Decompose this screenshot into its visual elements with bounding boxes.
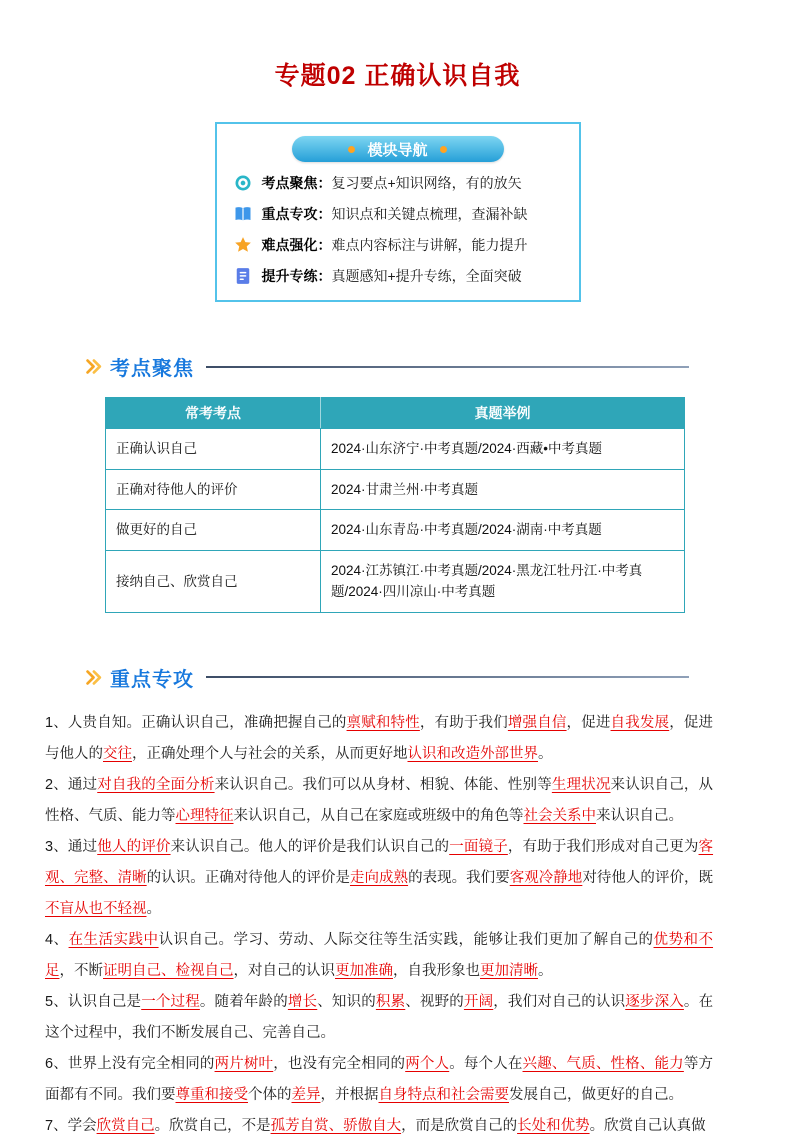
- highlighted-text: 增强自信: [507, 714, 567, 731]
- table-header-examples: 真题举例: [321, 398, 685, 429]
- highlighted-text: 两片树叶: [214, 1055, 274, 1072]
- highlighted-text: 社会关系中: [523, 807, 596, 824]
- text-segment: ，并根据: [320, 1086, 379, 1103]
- text-segment: 。随着年龄的: [199, 993, 288, 1010]
- text-segment: 2、通过: [45, 776, 98, 793]
- section-title-keypoints: 重点专攻: [110, 668, 194, 691]
- content-paragraphs: [45, 708, 713, 1142]
- highlighted-text: 逐步深入: [625, 993, 684, 1010]
- text-segment: 来认识自己。我们可以从身材、相貌、体能、性别等: [214, 776, 552, 793]
- module-nav-items: [233, 173, 563, 286]
- highlighted-text: 客观冷静地: [509, 869, 583, 886]
- highlighted-text: 交往: [103, 745, 132, 762]
- text-segment: ，正确处理个人与社会的关系，从而更好地: [132, 745, 408, 762]
- text-segment: ，有助于我们形成对自己更为: [507, 838, 699, 855]
- text-segment: 对待他人的评价，既: [582, 869, 714, 886]
- text-segment: 的认识。正确对待他人的评价是: [146, 869, 350, 886]
- nav-item-desc: 知识点和关键点梳理，查漏补缺: [331, 206, 528, 222]
- highlighted-text: 两个人: [405, 1055, 450, 1072]
- text-segment: 。每个人在: [449, 1055, 523, 1072]
- text-segment: 。在这个过程中，我们不断发展自己、完善自己。: [45, 993, 714, 1041]
- highlighted-text: 证明自己、检视自己: [103, 962, 234, 979]
- section-title-focus: 考点聚焦: [110, 358, 194, 380]
- text-segment: 5、认识自己是: [45, 993, 142, 1010]
- text-segment: ，而是欣赏自己的: [401, 1117, 518, 1134]
- document-icon: [233, 266, 253, 286]
- table-row: [106, 510, 685, 551]
- exam-example-cell: 2024·山东济宁·中考真题/2024·西藏•中考真题: [321, 429, 685, 470]
- text-segment: ，对自己的认识: [233, 962, 335, 979]
- content-paragraph-4: [45, 925, 713, 987]
- highlighted-text: 走向成熟: [349, 869, 409, 886]
- nav-item-1: [233, 173, 563, 193]
- table-header-exam-points: 常考考点: [106, 398, 321, 429]
- content-paragraph-1: [45, 708, 713, 770]
- highlighted-text: 优势和不足: [45, 931, 714, 979]
- text-segment: 等方面都有不同。我们要: [45, 1055, 714, 1103]
- content-paragraph-2: [45, 770, 713, 832]
- text-segment: 来认识自己，从性格、气质、能力等: [45, 776, 714, 824]
- double-chevron-icon: [84, 357, 103, 376]
- page-title: 专题02 正确认识自我: [274, 62, 521, 90]
- decor-dot-left-icon: [348, 146, 355, 153]
- exam-point-cell: 做更好的自己: [106, 510, 321, 551]
- section-header-focus: [84, 352, 689, 381]
- text-segment: 7、学会: [45, 1117, 97, 1134]
- highlighted-text: 自身特点和社会需要: [378, 1086, 509, 1103]
- star-icon: [233, 235, 253, 255]
- content-paragraph-7: [45, 1111, 713, 1142]
- exam-point-cell: 正确对待他人的评价: [106, 469, 321, 510]
- highlighted-text: 欣赏自己: [96, 1117, 155, 1134]
- highlighted-text: 客观、完整、清晰: [45, 838, 714, 886]
- text-segment: ，有助于我们: [419, 714, 508, 731]
- decor-dot-right-icon: [440, 146, 447, 153]
- highlighted-text: 长处和优势: [517, 1117, 590, 1134]
- text-segment: 。欣赏自己，不是: [154, 1117, 271, 1134]
- text-segment: 发展自己，做更好的自己。: [509, 1086, 683, 1103]
- target-icon: [233, 173, 253, 193]
- highlighted-text: 禀赋和特性: [346, 714, 420, 731]
- highlighted-text: 更加清晰: [480, 962, 538, 979]
- nav-item-3: [233, 235, 563, 255]
- text-segment: ，不断: [59, 962, 103, 979]
- exam-example-cell: 2024·甘肃兰州·中考真题: [321, 469, 685, 510]
- section-header-keypoints: [84, 663, 689, 692]
- nav-item-desc: 复习要点+知识网络，有的放矢: [331, 175, 522, 191]
- nav-item-label: 重点专攻：: [261, 206, 332, 222]
- highlighted-text: 更加准确: [335, 962, 393, 979]
- highlighted-text: 认识和改造外部世界: [407, 745, 538, 762]
- text-segment: 来认识自己，从自己在家庭或班级中的角色等: [233, 807, 524, 824]
- exam-example-cell: 2024·江苏镇江·中考真题/2024·黑龙江牡丹江·中考真题/2024·四川凉山·中考真题: [321, 550, 685, 612]
- table-row: [106, 469, 685, 510]
- nav-item-2: [233, 204, 563, 224]
- text-segment: 来认识自己。他人的评价是我们认识自己的: [170, 838, 450, 855]
- nav-item-label: 难点强化：: [261, 237, 332, 253]
- text-segment: 。: [538, 745, 553, 762]
- highlighted-text: 他人的评价: [97, 838, 171, 855]
- highlighted-text: 生理状况: [551, 776, 611, 793]
- text-segment: 、视野的: [405, 993, 464, 1010]
- exam-point-cell: 正确认识自己: [106, 429, 321, 470]
- nav-item-label: 考点聚焦：: [261, 175, 332, 191]
- highlighted-text: 开阔: [463, 993, 494, 1010]
- highlighted-text: 兴趣、气质、性格、能力: [522, 1055, 684, 1072]
- nav-item-label: 提升专练：: [261, 268, 332, 284]
- highlighted-text: 一面镜子: [449, 838, 508, 855]
- text-segment: ，自我形象也: [393, 962, 480, 979]
- nav-item-desc: 真题感知+提升专练，全面突破: [331, 268, 522, 284]
- highlighted-text: 不盲从也不轻视: [45, 900, 147, 917]
- text-segment: 来认识自己。: [596, 807, 683, 824]
- text-segment: 3、通过: [45, 838, 98, 855]
- text-segment: 4、: [45, 931, 69, 948]
- highlighted-text: 自我发展: [610, 714, 670, 731]
- content-paragraph-6: [45, 1049, 713, 1111]
- table-header-row: [106, 398, 685, 429]
- exam-points-table: [105, 397, 685, 613]
- highlighted-text: 在生活实践中: [68, 931, 159, 948]
- module-nav-header: [292, 136, 504, 162]
- text-segment: 的表现。我们要: [408, 869, 510, 886]
- text-segment: ，促进与他人的: [45, 714, 714, 762]
- book-icon: [233, 204, 253, 224]
- text-segment: 认识自己。学习、劳动、人际交往等生活实践，能够让我们更加了解自己的: [158, 931, 654, 948]
- section-divider-line: [206, 366, 689, 368]
- highlighted-text: 尊重和接受: [175, 1086, 248, 1103]
- text-segment: ，我们对自己的认识: [493, 993, 626, 1010]
- exam-example-cell: 2024·山东青岛·中考真题/2024·湖南·中考真题: [321, 510, 685, 551]
- table-row: [106, 550, 685, 612]
- text-segment: 6、世界上没有完全相同的: [45, 1055, 215, 1072]
- table-row: [106, 429, 685, 470]
- highlighted-text: 积累: [375, 993, 406, 1010]
- section-divider-line: [206, 676, 689, 678]
- highlighted-text: 一个过程: [141, 993, 200, 1010]
- module-nav-title: 模块导航: [367, 141, 428, 159]
- text-segment: 1、人贵自知。正确认识自己，准确把握自己的: [45, 714, 347, 731]
- text-segment: ，也没有完全相同的: [273, 1055, 406, 1072]
- text-segment: 。: [538, 962, 553, 979]
- table-body: [106, 429, 685, 613]
- highlighted-text: 对自我的全面分析: [97, 776, 215, 793]
- text-segment: 。: [146, 900, 161, 917]
- double-chevron-icon: [84, 668, 103, 687]
- highlighted-text: 差异: [291, 1086, 321, 1103]
- text-segment: ，促进: [566, 714, 611, 731]
- text-segment: 个体的: [248, 1086, 292, 1103]
- exam-point-cell: 接纳自己、欣赏自己: [106, 550, 321, 612]
- highlighted-text: 孤芳自赏、骄傲自大: [270, 1117, 402, 1134]
- module-nav-box: [215, 122, 581, 302]
- nav-item-desc: 难点内容标注与讲解，能力提升: [331, 237, 528, 253]
- content-paragraph-3: [45, 832, 713, 925]
- content-paragraph-5: [45, 987, 713, 1049]
- nav-item-4: [233, 266, 563, 286]
- text-segment: 。欣赏自己认真做: [589, 1117, 706, 1134]
- highlighted-text: 心理特征: [175, 807, 234, 824]
- highlighted-text: 增长: [287, 993, 318, 1010]
- text-segment: 、知识的: [317, 993, 376, 1010]
